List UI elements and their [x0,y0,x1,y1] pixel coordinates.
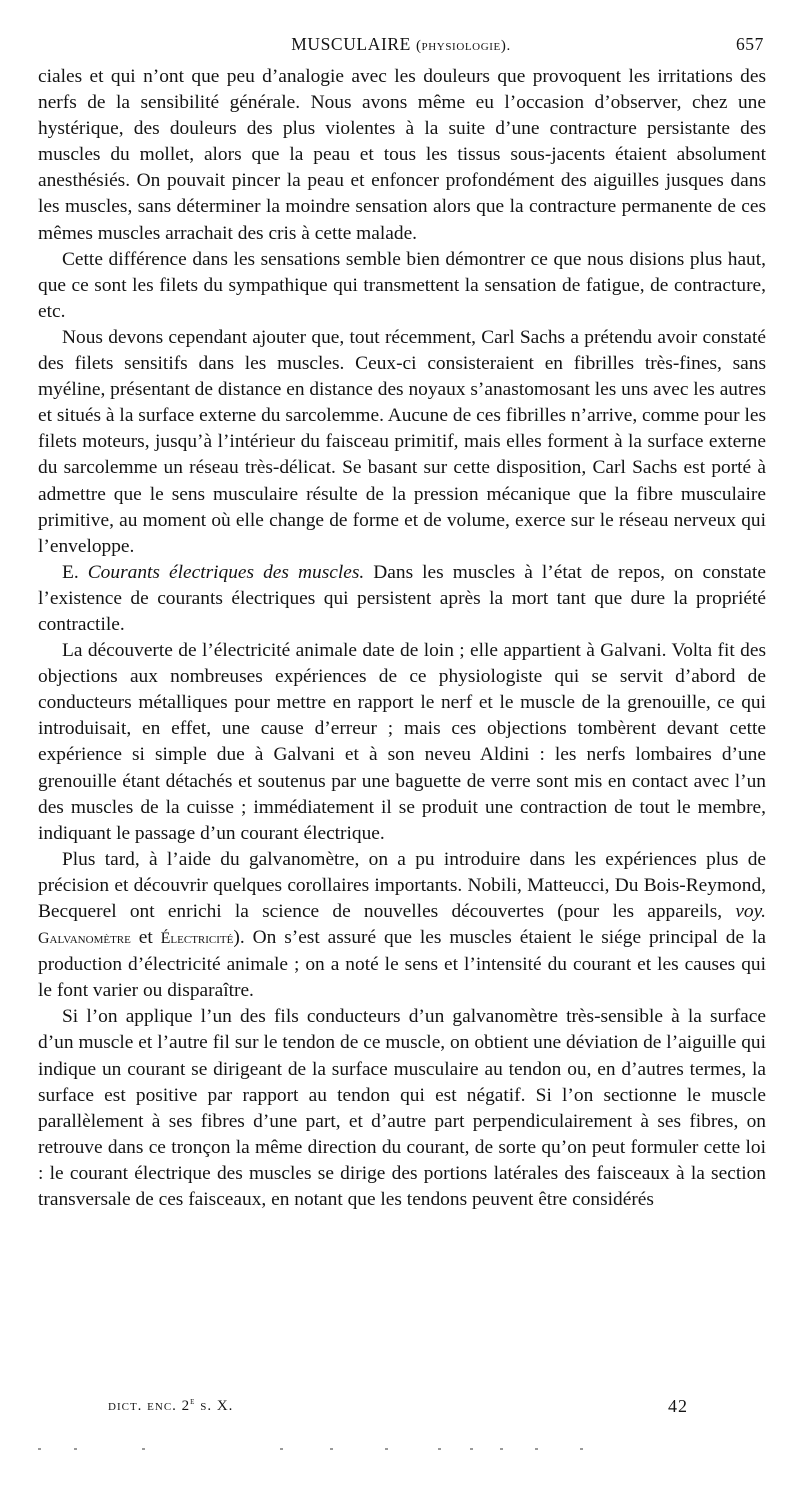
speck [280,1448,283,1450]
speck [500,1448,503,1450]
page-number: 657 [735,34,764,54]
text-run: ). On s’est assuré que les muscles étaient le siége principal de la production d’électricité animale ; on a noté le sens et l’intensité du courant et les causes qui le font varier ou disparaître. [38,927,766,1002]
text-run: Si l’on applique l’un des fils conducteurs d’un galvanomètre très-sensible à la surface d’un muscle et l’autre fil sur le tendon de ce muscle, on obtient une déviation de l’aiguille qui indique un courant se dirigeant de la surface musculaire au tendon ou, en d’autres termes, la surface est positive par rapport au tendon qui est négatif. Si l’on sectionne le muscle parallèlement à ses fibres d’une part, et d’autre part perpendiculairement à ses fibres, on retrouve dans ce tronçon la même direction du courant, de sorte qu’on peut formuler cette loi : le courant électrique des muscles se dirige des portions latérales des faisceaux à la section transversale de ces faisceaux, en notant que les tendons peuvent être considérés [38,1006,766,1211]
printer-signature [108,1396,233,1415]
speck [142,1448,145,1450]
signature-suffix: s. X. [195,1398,234,1414]
running-title-main: MUSCULAIRE [291,34,411,54]
speck [580,1448,583,1450]
page-footer [108,1396,688,1420]
speck [330,1448,333,1450]
running-head [38,34,764,58]
speck [470,1448,473,1450]
text-run: ciales et qui n’ont que peu d’analogie avec les douleurs que provoquent les irritations des nerfs de la sensibilité générale. Nous avons même eu l’occasion d’observer, chez une hystérique, des douleurs des plus violentes à la suite d’une contracture persistante des muscles du mollet, alors que la peau et tous les tissus sous-jacents étaient absolument anesthésiés. On pouvait pincer la peau et enfoncer profondément des aiguilles jusques dans les muscles, sans déterminer la moindre sensation alors que la contracture permanente de ces mêmes muscles arrachait des cris à cette malade. [38,66,766,244]
paragraph [38,847,766,1005]
running-title [38,34,764,55]
italic-run: Courants électriques des muscles. [87,561,365,583]
running-title-sub: (physiologie). [415,38,511,54]
text-run: Cette différence dans les sensations semble bien démontrer ce que nous disions plus haut, que ce sont les filets du sympathique qui transmettent la sensation de fatigue, de contracture, etc. [38,248,766,322]
signature-prefix: dict. enc. 2 [108,1398,191,1414]
text-run: Dans les muscles à l’état de repos, on constate l’existence de courants électriques qui persistent après la mort tant que dure la propriété contractile. [38,561,766,635]
body-text [38,64,766,1213]
speck [438,1448,441,1450]
speck [38,1448,41,1450]
smallcaps-run: Électricité [160,930,234,948]
signature-superscript: e [190,1396,196,1407]
paragraph [38,64,766,247]
text-run: Nous devons cependant ajouter que, tout récemment, Carl Sachs a prétendu avoir constaté des filets sensitifs dans les muscles. Ceux-ci consisteraient en fibrilles très-fines, sans myéline, présentant de distance en distance des noyaux s’anastomosant les uns avec les autres et situés à la surface externe du sarcolemme. Aucune de ces fibrilles n’arrive, comme pour les filets moteurs, jusqu’à l’intérieur du faisceau primitif, mais elles forment à la surface externe du sarcolemme un réseau très-délicat. Se basant sur cette disposition, Carl Sachs est porté à admettre que le sens musculaire résulte de la pression mécanique que la fibre musculaire primitive, au moment où elle change de forme et de volume, exerce sur le réseau nerveux qui l’enveloppe. [38,326,766,557]
speck [74,1448,77,1450]
italic-run: voy. [735,901,766,922]
text-run: Plus tard, à l’aide du galvanomètre, on a pu introduire dans les expériences plus de précision et découvrir quelques corollaires importants. Nobili, Matteucci, Du Bois-Reymond, Becquerel ont enrichi la science de nouvelles découvertes (pour les appareils, [38,848,766,922]
paragraph [38,560,766,638]
paragraph [38,638,766,847]
paragraph [38,1004,766,1213]
print-specks [30,1448,630,1452]
speck [385,1448,388,1450]
text-run: La découverte de l’électricité animale date de loin ; elle appartient à Galvani. Volta fit des objections aux nombreuses expériences de ce physiologiste qui se servit d’abord de conducteurs métalliques pour mettre en rapport le nerf et le muscle de la grenouille, ce qui introduisait, en effet, une cause d’erreur ; mais ces objections tombèrent devant cette expérience si simple due à Galvani et à son neveu Aldini : les nerfs lombaires d’une grenouille étant détachés et soutenus par une baguette de verre sont mis en contact avec l’un des muscles de la cuisse ; immédiatement il se produit une contraction de tout le membre, indiquant le passage d’un courant électrique. [38,640,766,844]
text-run: et [130,927,161,949]
smallcaps-run: Galvanomètre [38,930,131,948]
text-run: E. [62,561,88,583]
paragraph [38,247,766,325]
paragraph [38,325,766,560]
sheet-number: 42 [668,1396,688,1416]
speck [535,1448,538,1450]
